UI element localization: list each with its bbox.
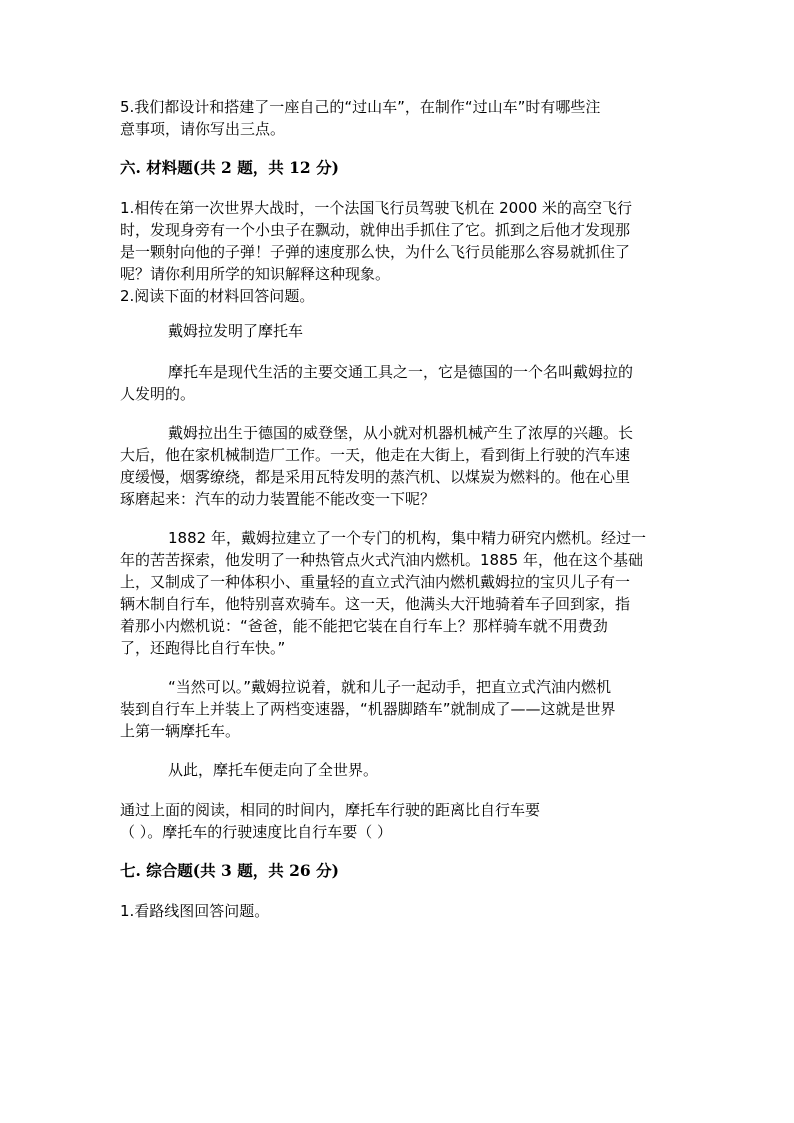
para2-line-1: 戴姆拉出生于德国的威登堡，从小就对机器机械产生了浓厚的兴趣。长	[168, 424, 634, 442]
s6-q1-line-4: 呢？请你利用所学的知识解释这种现象。	[120, 265, 391, 283]
para2-line-4: 琢磨起来：汽车的动力装置能不能改变一下呢？	[120, 490, 436, 508]
s6-q2-question-line-2: （ ）。摩托车的行驶速度比自行车要（ ）	[120, 823, 393, 841]
para3-line-4: 辆木制自行车，他特别喜欢骑车。这一天，他满头大汗地骑着车子回到家，指	[120, 595, 631, 613]
s6-q1-line-2: 时，发现身旁有一个小虫子在飘动，就伸出手抓住了它。抓到之后他才发现那	[120, 221, 631, 239]
para5-line-1: 从此，摩托车便走向了全世界。	[168, 761, 379, 779]
para1-line-2: 人发明的。	[120, 385, 196, 403]
para3-line-1: 1882 年，戴姆拉建立了一个专门的机构，集中精力研究内燃机。经过一	[168, 529, 646, 547]
para2-line-2: 大后，他在家机械制造厂工作。一天，他走在大街上，看到街上行驶的汽车速	[120, 446, 631, 464]
section-7-heading: 七. 综合题(共 3 题，共 26 分)	[120, 861, 339, 880]
s7-q1-line: 1.看路线图回答问题。	[120, 902, 270, 920]
para4-line-3: 上第一辆摩托车。	[120, 722, 241, 740]
para3-line-5: 着那小内燃机说：“爸爸，能不能把它装在自行车上？那样骑车就不用费劲	[120, 617, 608, 635]
article-title: 戴姆拉发明了摩托车	[168, 322, 304, 340]
q5-line-1: 5.我们都设计和搭建了一座自己的“过山车”，在制作“过山车”时有哪些注	[120, 98, 601, 116]
section-6-heading: 六. 材料题(共 2 题，共 12 分)	[120, 158, 339, 177]
para3-line-2: 年的苦苦探索，他发明了一种热管点火式汽油内燃机。1885 年，他在这个基础	[120, 551, 643, 569]
para3-line-3: 上，又制成了一种体积小、重量轻的直立式汽油内燃机戴姆拉的宝贝儿子有一	[120, 573, 631, 591]
para2-line-3: 度缓慢，烟雾缭绕，都是采用瓦特发明的蒸汽机、以煤炭为燃料的。他在心里	[120, 468, 631, 486]
s6-q1-line-3: 是一颗射向他的子弹！子弹的速度那么快，为什么飞行员能那么容易就抓住了	[120, 243, 631, 261]
s6-q2-question-line-1: 通过上面的阅读，相同的时间内，摩托车行驶的距离比自行车要	[120, 801, 541, 819]
s6-q2-intro: 2.阅读下面的材料回答问题。	[120, 287, 315, 305]
para4-line-2: 装到自行车上并装上了两档变速器，“机器脚踏车”就制成了——这就是世界	[120, 700, 616, 718]
para3-line-6: 了，还跑得比自行车快。”	[120, 639, 286, 657]
para4-line-1: “当然可以。”戴姆拉说着，就和儿子一起动手，把直立式汽油内燃机	[168, 678, 612, 696]
q5-line-2: 意事项，请你写出三点。	[120, 120, 286, 138]
para1-line-1: 摩托车是现代生活的主要交通工具之一，它是德国的一个名叫戴姆拉的	[168, 363, 634, 381]
s6-q1-line-1: 1.相传在第一次世界大战时，一个法国飞行员驾驶飞机在 2000 米的高空飞行	[120, 199, 633, 217]
